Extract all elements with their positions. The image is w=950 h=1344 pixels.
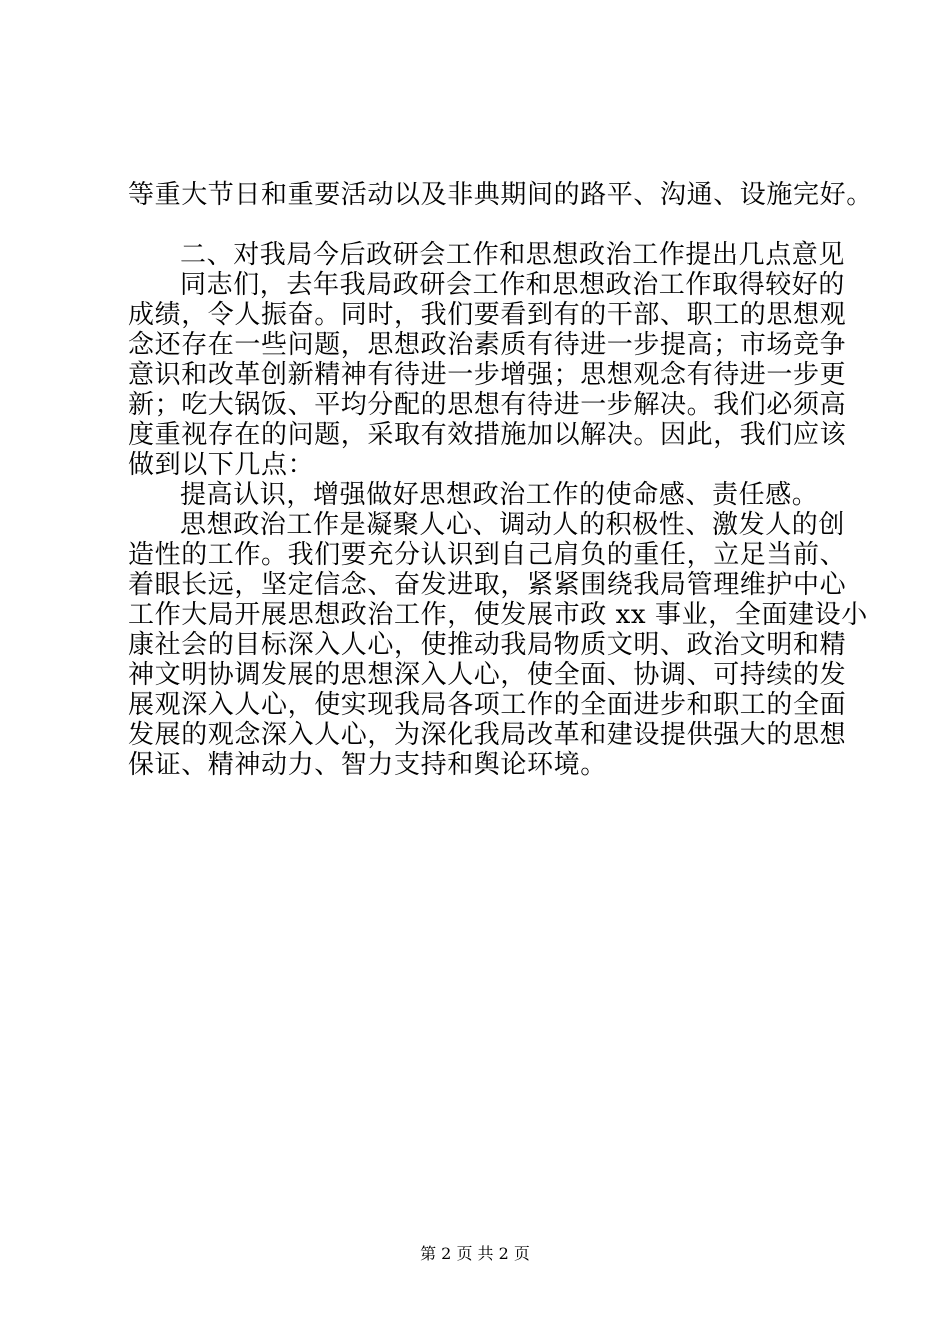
paragraph-line: 着眼长远，坚定信念、奋发进取，紧紧围绕我局管理维护中心: [128, 570, 847, 600]
paragraph-line: 康社会的目标深入人心，使推动我局物质文明、政治文明和精: [128, 630, 847, 660]
paragraph-line: 思想政治工作是凝聚人心、调动人的积极性、激发人的创: [180, 510, 846, 540]
paragraph-line: 工作大局开展思想政治工作，使发展市政 xx 事业，全面建设小: [128, 600, 868, 630]
paragraph-line: 提高认识，增强做好思想政治工作的使命感、责任感。: [180, 480, 819, 510]
paragraph-line: 同志们，去年我局政研会工作和思想政治工作取得较好的: [180, 270, 846, 300]
paragraph-line: 展观深入人心，使实现我局各项工作的全面进步和职工的全面: [128, 690, 847, 720]
paragraph-line: 神文明协调发展的思想深入人心，使全面、协调、可持续的发: [128, 660, 847, 690]
paragraph-line: 做到以下几点：: [128, 450, 315, 480]
paragraph-line: 保证、精神动力、智力支持和舆论环境。: [128, 750, 607, 780]
paragraph-line: 等重大节日和重要活动以及非典期间的路平、沟通、设施完好。: [128, 180, 873, 210]
paragraph-line: 度重视存在的问题，采取有效措施加以解决。因此，我们应该: [128, 420, 847, 450]
paragraph-line: 新；吃大锅饭、平均分配的思想有待进一步解决。我们必须高: [128, 390, 847, 420]
paragraph-line: 造性的工作。我们要充分认识到自己肩负的重任，立足当前、: [128, 540, 847, 570]
paragraph-line: 念还存在一些问题，思想政治素质有待进一步提高；市场竞争: [128, 330, 847, 360]
paragraph-line: 发展的观念深入人心，为深化我局改革和建设提供强大的思想: [128, 720, 847, 750]
section-heading: 二、对我局今后政研会工作和思想政治工作提出几点意见: [180, 240, 846, 270]
paragraph-line: 成绩，令人振奋。同时，我们要看到有的干部、职工的思想观: [128, 300, 847, 330]
page-number-footer: 第 2 页 共 2 页: [420, 1244, 530, 1263]
paragraph-line: 意识和改革创新精神有待进一步增强；思想观念有待进一步更: [128, 360, 847, 390]
